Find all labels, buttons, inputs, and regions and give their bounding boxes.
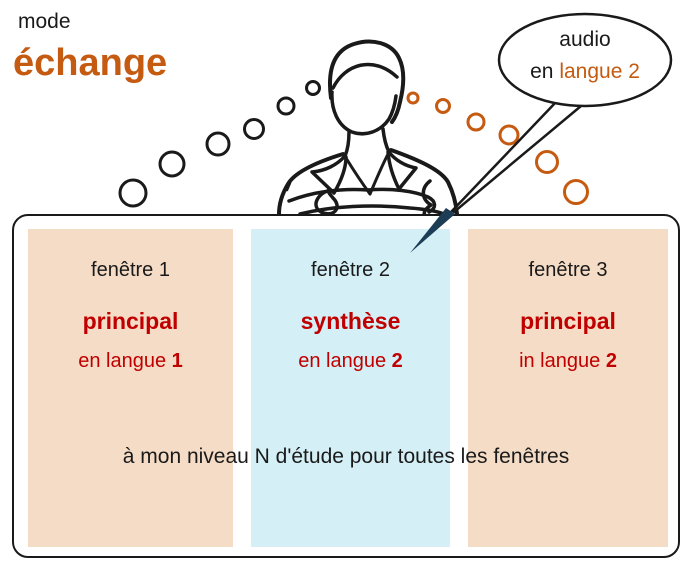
mode-label: mode xyxy=(18,10,71,33)
bubble-tail-edge xyxy=(454,106,581,212)
bubble-line2-prefix: en xyxy=(530,59,560,83)
bubble-line2 xyxy=(499,56,671,88)
window-label: fenêtre 2 xyxy=(311,259,390,281)
page-title: échange xyxy=(13,42,168,84)
role-label: synthèse xyxy=(300,308,401,334)
role-label: principal xyxy=(520,308,616,334)
language-prefix: en langue xyxy=(78,350,172,372)
board-caption: à mon niveau N d'étude pour toutes les fenêtres xyxy=(122,445,570,468)
language-prefix: in langue xyxy=(519,350,606,372)
bubble-line2-highlight: langue 2 xyxy=(559,59,640,83)
language-number: 1 xyxy=(171,350,183,372)
language-prefix: en langue xyxy=(298,350,392,372)
bubble-text xyxy=(499,24,671,87)
window-label: fenêtre 3 xyxy=(528,259,608,281)
window-label: fenêtre 1 xyxy=(91,259,170,281)
role-label: principal xyxy=(82,308,179,334)
bubble-tail-pointer xyxy=(410,208,455,253)
language-number: 2 xyxy=(391,350,403,372)
bubble-tail-edge xyxy=(451,101,557,212)
language-number: 2 xyxy=(605,350,617,372)
bubble-line1: audio xyxy=(559,28,611,51)
